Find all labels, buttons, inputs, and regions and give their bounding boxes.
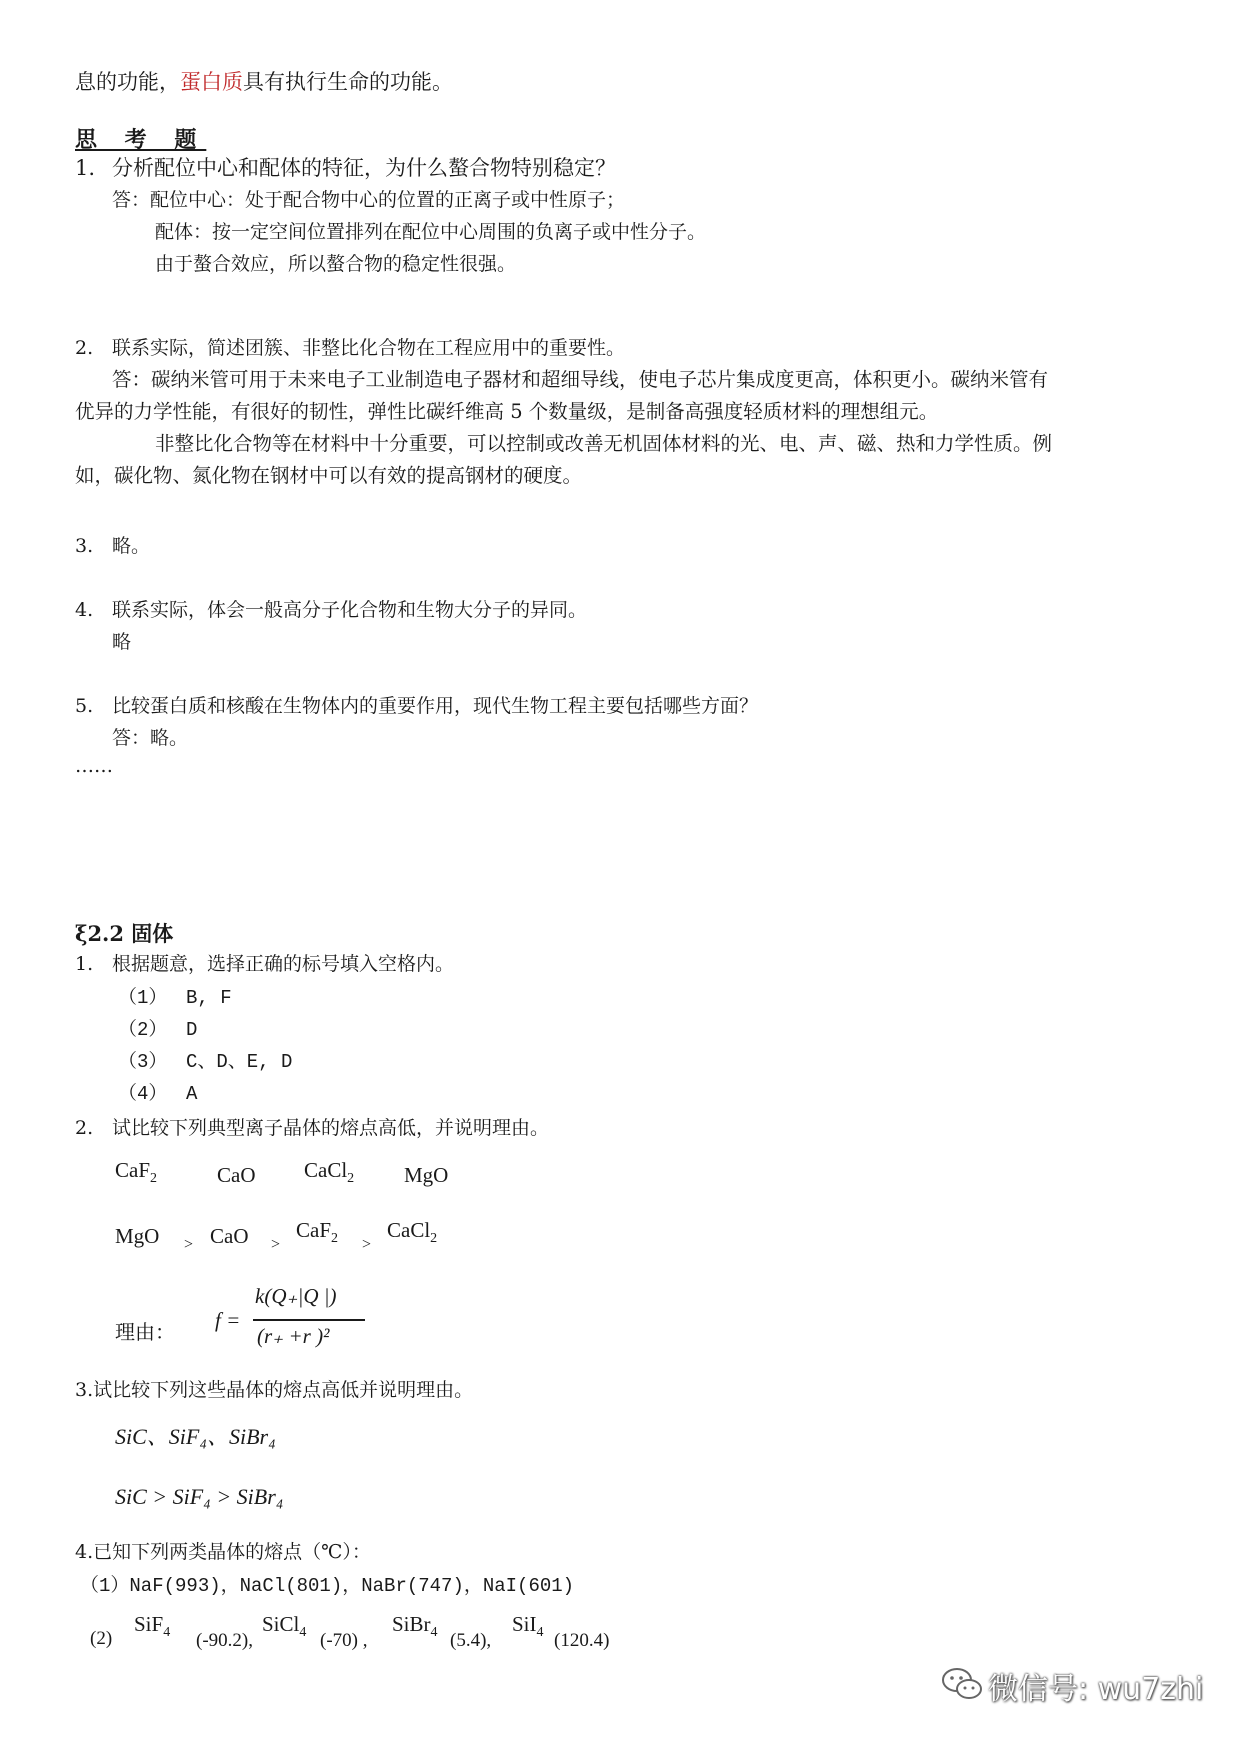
solid-q1-item-label: （1） — [118, 987, 168, 1009]
think-q5-answer: 答：略。 — [112, 727, 189, 749]
greater-than: > — [271, 1236, 281, 1253]
think-q5-number: 5. — [75, 695, 94, 717]
greater-than: > — [362, 1236, 372, 1253]
wechat-icon — [940, 1664, 984, 1704]
solid-q1-item-answer: B, F — [186, 987, 232, 1009]
solid-q1-item-answer: A — [186, 1083, 198, 1105]
think-q4-number: 4. — [75, 599, 94, 621]
solid-q1-item-label: （3） — [118, 1051, 168, 1073]
think-q5-text: 比较蛋白质和核酸在生物体内的重要作用，现代生物工程主要包括哪些方面？ — [112, 695, 759, 717]
ordered-compound: MgO — [115, 1224, 160, 1248]
fraction-bar — [253, 1319, 365, 1321]
formula-denominator: (r₊ +r )² — [257, 1324, 330, 1348]
solid-q1-item-label: （4） — [118, 1083, 168, 1105]
solid-q1-item-answer: D — [186, 1019, 198, 1041]
ordered-compound: CaF$_2$ — [296, 1218, 339, 1246]
solid-q1-item-label: （2） — [118, 1019, 168, 1041]
melting-value: (120.4) — [554, 1630, 610, 1651]
solid-q1-item-answer: C、D、E, D — [186, 1051, 293, 1073]
greater-than: > — [184, 1236, 194, 1253]
formula-lhs: f = — [215, 1308, 241, 1332]
ordered-compound: CaO — [210, 1224, 249, 1248]
solid-heading: ξ2.2 固体 — [75, 921, 174, 946]
think-q2-answer-1: 答：碳纳米管可用于未来电子工业制造电子器材和超细导线，使电子芯片集成度更高，体积更小。碳纳米管有 — [112, 368, 1049, 391]
think-q1-answer-1: 答：配位中心：处于配合物中心的位置的正离子或中性原子； — [112, 189, 626, 211]
think-q2-number: 2. — [75, 337, 94, 359]
melting-compound: SiI$_4$ — [512, 1612, 544, 1640]
think-q2-text: 联系实际，简述团簇、非整比化合物在工程应用中的重要性。 — [112, 337, 626, 359]
think-q2-answer-2: 优异的力学性能，有很好的韧性，弹性比碳纤维高 5 个数量级，是制备高强度轻质材料的理想组元。 — [75, 400, 939, 423]
solid-q4-text: 4.已知下列两类晶体的熔点（℃）： — [75, 1541, 371, 1563]
melting-value: (5.4), — [450, 1630, 492, 1651]
think-q1-answer-2: 配体：按一定空间位置排列在配位中心周围的负离子或中性分子。 — [155, 221, 707, 243]
solid-q1-number: 1. — [75, 953, 94, 975]
think-heading: 思 考 题 — [75, 127, 207, 153]
think-q1-text: 分析配位中心和配体的特征，为什么螯合物特别稳定？ — [112, 156, 616, 180]
think-q3-text: 略。 — [112, 535, 151, 557]
protein-highlight: 蛋白质 — [180, 70, 243, 94]
melting-compound: SiF$_4$ — [134, 1612, 171, 1640]
ordered-compound: CaCl$_2$ — [387, 1218, 438, 1246]
compound: CaO — [217, 1163, 256, 1187]
think-q4-answer: 略 — [112, 631, 132, 653]
think-q1-answer-3: 由于螯合效应，所以螯合物的稳定性很强。 — [155, 253, 517, 275]
think-q4-text: 联系实际，体会一般高分子化合物和生物大分子的异同。 — [112, 599, 588, 621]
solid-q2-number: 2. — [75, 1117, 94, 1139]
formula-numerator: k(Q₊|Q |) — [255, 1284, 337, 1308]
melting-value: (-70) , — [320, 1630, 368, 1651]
reason-label: 理由： — [115, 1320, 175, 1344]
coulomb-formula — [215, 1282, 365, 1362]
solid-q4-line2-label: (2) — [90, 1628, 113, 1649]
carryover-text-pre: 息的功能， — [75, 70, 180, 94]
watermark-text: 微信号: wu7zhi — [988, 1672, 1204, 1707]
solid-q4-line1: （1）NaF(993)，NaCl(801)，NaBr(747)，NaI(601) — [80, 1575, 575, 1597]
carryover-line — [75, 68, 453, 96]
compound: CaF$_2$ — [115, 1158, 158, 1186]
melting-compound: SiCl$_4$ — [262, 1612, 307, 1640]
solid-q3-text: 3.试比较下列这些晶体的熔点高低并说明理由。 — [75, 1379, 474, 1401]
ellipsis: …… — [75, 755, 113, 777]
compound: CaCl$_2$ — [304, 1158, 355, 1186]
think-q2-answer-3: 非整比化合物等在材料中十分重要，可以控制或改善无机固体材料的光、电、声、磁、热和力学性质。例 — [155, 432, 1053, 455]
solid-q1-text: 根据题意，选择正确的标号填入空格内。 — [112, 953, 455, 975]
melting-value: (-90.2), — [196, 1630, 253, 1651]
think-q2-answer-4: 如，碳化物、氮化物在钢材中可以有效的提高钢材的硬度。 — [75, 464, 583, 487]
think-q1-number: 1. — [75, 156, 96, 180]
solid-q3-list: SiC、SiF₄、SiBr₄ — [115, 1424, 276, 1449]
carryover-text-post: 具有执行生命的功能。 — [243, 70, 453, 94]
solid-q3-order: SiC > SiF₄ > SiBr₄ — [115, 1484, 284, 1509]
solid-q2-text: 试比较下列典型离子晶体的熔点高低，并说明理由。 — [112, 1117, 550, 1139]
think-q3-number: 3. — [75, 535, 94, 557]
melting-compound: SiBr$_4$ — [392, 1612, 438, 1640]
compound: MgO — [404, 1163, 449, 1187]
